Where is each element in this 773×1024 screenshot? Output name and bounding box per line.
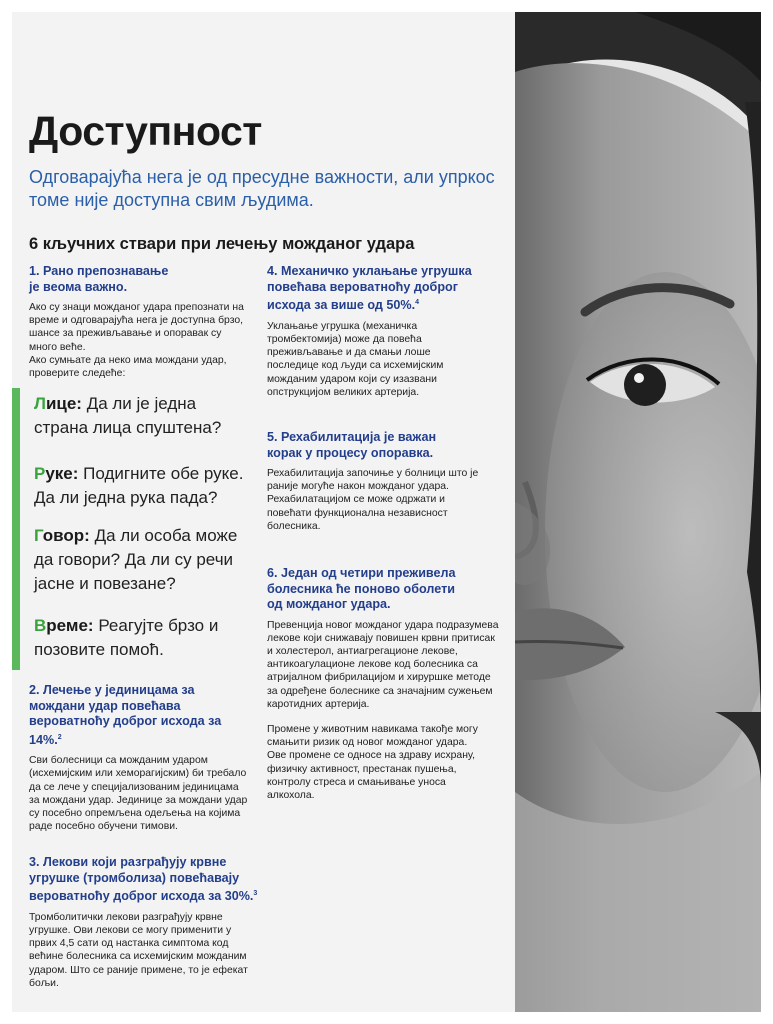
item-5-body: Рехабилитација започиње у болници што је раније могуће након можданог удара. Рехабилатацијом се може одржати и повећати функционална независност болесника. [267,468,479,532]
item-2-body: Сви болесници са можданим ударом (исхемијским или хеморагијским) би требало да се лече у специјализованим јединицама за мождани удар. Јединице за мождани удар су посебно опремљена одељења на којима раде посебно обучени тимови. [29,755,248,833]
item-2-heading-text: 2. Лечење у јединицама за мождани удар повећава вероватноћу доброг исхода за 14%. [29,683,222,747]
fast-item-speech [34,524,256,596]
fast-letter: Г [34,526,43,545]
fast-label: реме: [46,616,94,635]
item-6-heading: 6. Један од четири преживела болесника ће поново оболети од можданог удара. [267,566,456,611]
fast-label: овор: [42,526,90,545]
child-face-photo [515,12,761,1012]
fast-checklist [12,388,260,670]
item-4-heading [267,264,503,314]
page-title: Доступност [29,108,262,154]
fast-label: уке: [45,464,79,483]
fast-letter: Р [34,464,46,483]
fast-letter: Л [34,394,46,413]
item-2-heading [29,683,229,748]
item-4-ref: 4 [415,299,420,306]
item-5-heading: 5. Рехабилитација је важан корак у процесу опоравка. [267,430,437,460]
item-4-body: Уклањање угрушка (механичка тромбектомија) може да повећа преживљавање и да смањи лоше последице код људи са исхемијским можданим ударом који су изазвани опструкцијом великих артерија. [267,320,444,398]
item-6-body: Превенција новог можданог удара подразумева лекове који снижавају повишен крвни притисак и холестерол, антиагрегационе лекове, антикоагулационе лекове код болесника са атријалном фибрилацијом и хируршке методе за одређене болеснике са значајним сужењем каротидних артерија. [267,619,499,710]
item-3-heading [29,855,269,905]
left-column [29,264,257,380]
item-1-body2: Ако сумњате да неко има мождани удар, проверите следеће: [29,354,227,380]
child-face-illustration [515,12,761,1012]
item-2 [29,683,257,833]
fast-text: Да ли особа може да говори? Да ли су речи јасне и повезане? [34,526,238,593]
page-subtitle: Одговарајућа нега је од пресудне важности, али упркос томе није доступна свим људима. [29,167,495,210]
fast-label: ице: [45,394,82,413]
item-3 [29,855,269,990]
item-6-body2: Промене у животним навикама такође могу смањити ризик од новог можданог удара. Ове промене се односе на здраву исхрану, физичку активност, престанак пушења, контролу стреса и смањивање уноса алкохола. [267,723,478,801]
item-5 [267,430,507,533]
fast-item-arms [34,462,256,510]
item-4-heading-text: 4. Механичко уклањање угрушка повећава вероватноћу доброг исхода за више од 50%. [267,264,472,313]
item-1-body: Ако су знаци можданог удара препознати на време и одговарајућа нега је доступна брзо, шансе за преживљавање и опоравак су много веће. [29,302,244,353]
fast-text: Да ли је једна страна лица спуштена? [34,394,222,437]
fast-text: Реагујте брзо и позовите помоћ. [34,616,219,659]
item-1 [29,264,257,380]
item-2-ref: 2 [57,733,62,741]
fast-text: Подигните обе руке. Да ли једна рука пада? [34,464,244,507]
item-4 [267,264,507,399]
fast-letter: В [34,616,47,635]
section-title: 6 кључних ствари при лечењу можданог удара [29,235,415,253]
fast-item-time [34,614,234,662]
item-6 [267,566,507,802]
fast-item-face [34,392,244,440]
item-3-body: Тромболитички лекови разграђују крвне угрушке. Ови лекови се могу применити у првих 4,5 сати од настанка симптома код већине болесника са исхемијским можданим ударом. Што се раније примене, то је ефекат бољи. [29,911,248,989]
item-1-heading: 1. Рано препознавање је веома важно. [29,264,169,294]
item-3-heading-text: 3. Лекови који разграђују крвне угрушке (тромболиза) повећавају вероватноћу доброг исхода за 30%. [29,855,254,904]
item-3-ref: 3 [253,890,258,897]
